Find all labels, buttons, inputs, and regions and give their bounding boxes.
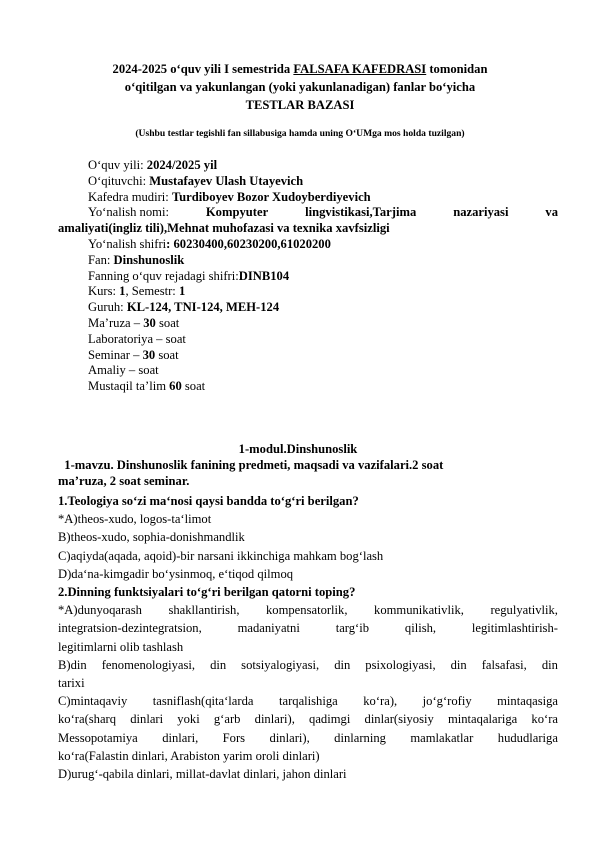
department-name: FALSAFA KAFEDRASI: [293, 62, 427, 76]
answer-2c-line-3: Messopotamiya dinlari, Fors dinlari), dinlarning mamlakatlar hududlariga: [58, 730, 558, 745]
answer-2a-line-1: *A)dunyoqarash shakllantirish, kompensatorlik, kommunikativlik, regulyativlik,: [58, 603, 558, 618]
topic-title: 1-mavzu. Dinshunoslik fanining predmeti, maqsadi va vazifalari.2 soat ma’ruza, 2 soat seminar.: [58, 458, 444, 488]
info-plan-code: Fanning o‘quv rejadagi shifri:DINB104: [88, 268, 290, 283]
info-lecture: Ma’ruza – 30 soat: [88, 315, 180, 330]
answer-1c: C)aqiyda(aqada, aqoid)-bir narsani ikkinchiga mahkam bog‘lash: [58, 548, 384, 563]
answer-2c-line-1: C)mintaqaviy tasniflash(qita‘larda tarqalishiga ko‘ra), jo‘g‘rofiy mintaqasiga: [58, 694, 558, 709]
answer-2a-line-2: integratsion-dezintegratsion, madaniyatni targ‘ib qilish, legitimlashtirish-: [58, 621, 558, 636]
title-line-3: TESTLAR BAZASI: [245, 98, 355, 112]
info-seminar: Seminar – 30 soat: [88, 347, 179, 362]
answer-2c-line-2: ko‘ra(sharq dinlari yoki g‘arb dinlari), qadimgi dinlar(siyosiy mintaqalariga ko‘ra: [58, 712, 558, 727]
answer-2c-line-4: ko‘ra(Falastin dinlari, Arabiston yarim oroli dinlari): [58, 748, 320, 763]
info-direction-line-2: amaliyati(ingliz tili),Mehnat muhofazasi va texnika xavfsizligi: [58, 221, 390, 236]
info-direction: Yo‘nalish nomi: Kompyuter lingvistikasi,Tarjima nazariyasi va: [88, 205, 558, 220]
questions: [58, 492, 558, 783]
info-course-semester: Kurs: 1, Semestr: 1: [88, 284, 186, 299]
course-info-continued: [88, 237, 558, 395]
answer-2d: D)urug‘-qabila dinlari, millat-davlat dinlari, jahon dinlari: [58, 767, 347, 782]
title-line-2: o‘qitilgan va yakunlangan (yoki yakunlanadigan) fanlar bo‘yicha: [124, 80, 476, 94]
question-2: 2.Dinning funktsiyalari to‘g‘ri berilgan qatorni toping?: [58, 585, 356, 600]
info-independent: Mustaqil ta’lim 60 soat: [88, 379, 206, 394]
answer-2b-line-2: tarixi: [58, 676, 85, 691]
answer-2a-line-3: legitimlarni olib tashlash: [58, 639, 184, 654]
answer-2b-line-1: B)din fenomenologiyasi, din sotsiyalogiyasi, din psixologiyasi, din falsafasi, din: [58, 657, 558, 672]
info-year: O‘quv yili: 2024/2025 yil: [88, 158, 218, 172]
answer-1b: B)theos-xudo, sophia-donishmandlik: [58, 530, 245, 545]
info-head: Kafedra mudiri: Turdiboyev Bozor Xudoyberdiyevich: [88, 189, 371, 204]
module-title: 1-modul.Dinshunoslik: [238, 442, 358, 456]
info-code: Yo‘nalish shifri: 60230400,60230200,61020200: [88, 237, 331, 251]
course-info: [88, 158, 558, 205]
answer-1d: D)da‘na-kimgadir bo‘ysinmoq, e‘tiqod qilmoq: [58, 566, 294, 581]
question-1: 1.Teologiya so‘zi ma‘nosi qaysi bandda to‘g‘ri berilgan?: [58, 494, 359, 508]
title-line-1: 2024-2025 o‘quv yili I semestrida FALSAFA KAFEDRASI tomonidan: [112, 62, 488, 76]
info-practice: Amaliy – soat: [88, 363, 159, 378]
answer-1a: *A)theos-xudo, logos-ta‘limot: [58, 512, 212, 527]
info-teacher: O‘qituvchi: Mustafayev Ulash Utayevich: [88, 173, 304, 188]
info-lab: Laboratoriya – soat: [88, 331, 186, 346]
document-title: [60, 60, 540, 114]
info-subject: Fan: Dinshunoslik: [88, 252, 185, 267]
info-group: Guruh: KL-124, TNI-124, MEH-124: [88, 300, 280, 315]
syllabus-note: (Ushbu testlar tegishli fan sillabusiga hamda uning O‘UMga mos holda tuzilgan): [135, 128, 465, 139]
